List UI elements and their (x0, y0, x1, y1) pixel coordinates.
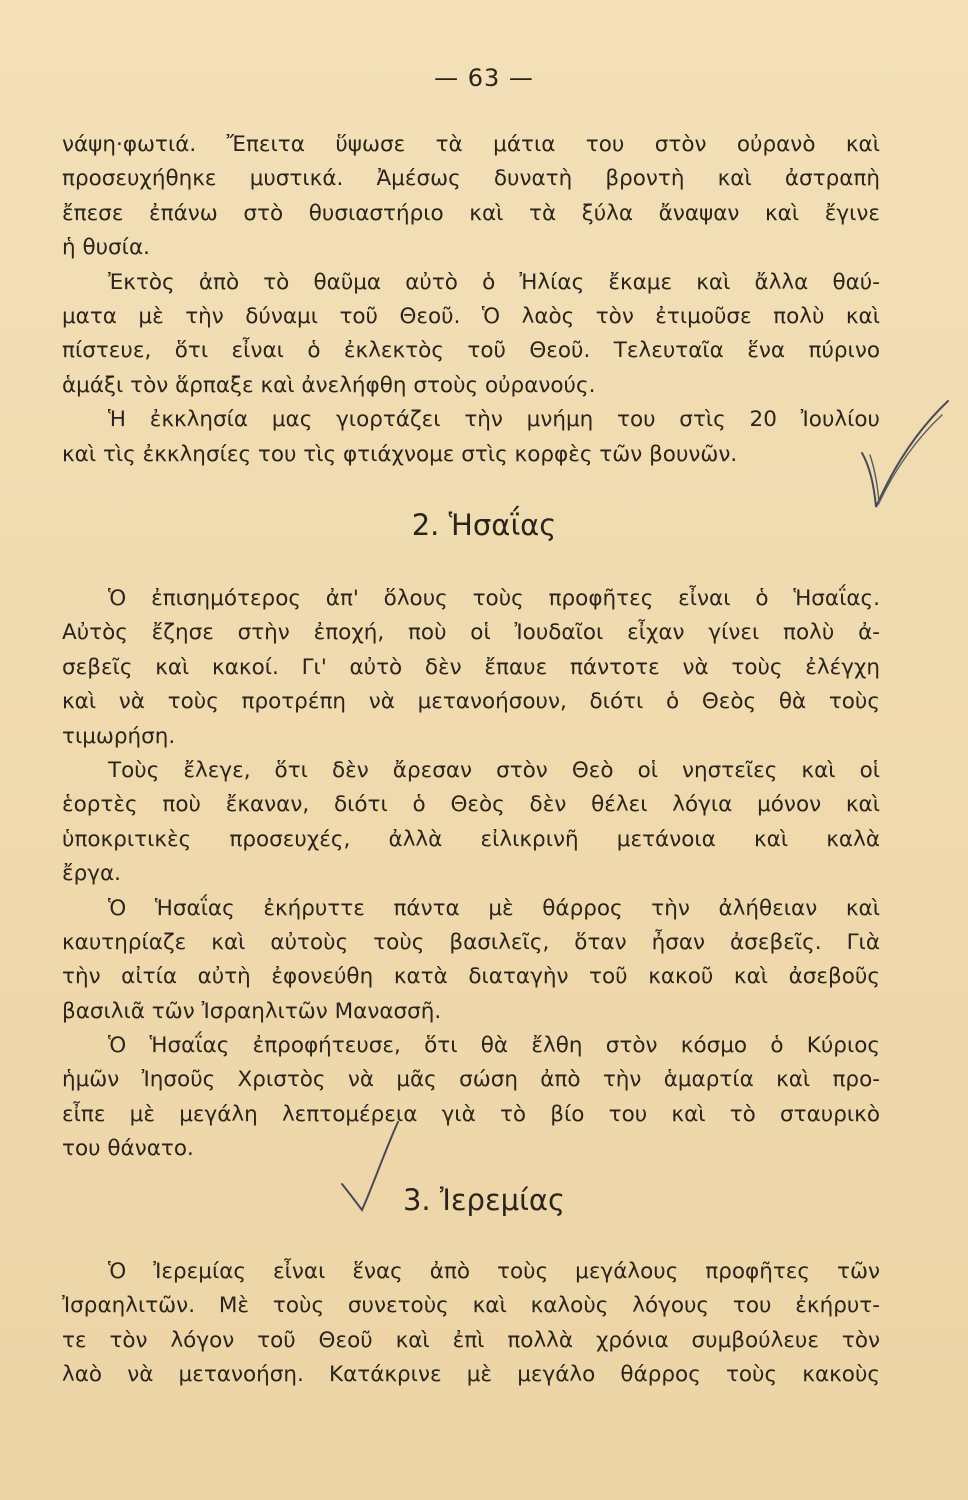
paragraph-block-elias (62, 128, 880, 472)
section-heading-isaiah: 2. Ἡσαΐας (411, 508, 557, 542)
text-line: τιμωρήση. (62, 723, 176, 749)
paragraph-block-jeremiah (62, 1255, 880, 1393)
text-line: ὑποκριτικὲς προσευχές, ἀλλὰ εἰλικρινῆ μετάνοια καὶ καλὰ (62, 826, 880, 852)
text-line: καυτηρίαζε καὶ αὐτοὺς τοὺς βασιλεῖς, ὅταν ἦσαν ἀσεβεῖς. Γιὰ (62, 929, 880, 955)
text-line: Ἐκτὸς ἀπὸ τὸ θαῦμα αὐτὸ ὁ Ἠλίας ἔκαμε καὶ ἄλλα θαύ- (108, 269, 880, 295)
text-line: Ὁ ἐπισημότερος ἀπ' ὅλους τοὺς προφῆτες εἶναι ὁ Ἡσαΐας. (108, 586, 880, 611)
text-line: προσευχήθηκε μυστικά. Ἀμέσως δυνατὴ βροντὴ καὶ ἀστραπὴ (62, 166, 880, 192)
text-line: καὶ νὰ τοὺς προτρέπη νὰ μετανοήσουν, διότι ὁ Θεὸς θὰ τοὺς (62, 689, 880, 715)
text-line: βασιλιᾶ τῶν Ἰσραηλιτῶν Μανασσῆ. (62, 998, 442, 1024)
text-line: καὶ τὶς ἐκκλησίες του τὶς φτιάχνομε στὶς κορφὲς τῶν βουνῶν. (62, 441, 738, 467)
paragraph-block-isaiah (62, 582, 880, 1167)
text-line: ἡμῶν Ἰησοῦς Χριστὸς νὰ μᾶς σώση ἀπὸ τὴν ἁμαρτία καὶ προ- (62, 1067, 880, 1093)
text-line: του θάνατο. (62, 1136, 194, 1162)
text-line: Ἡ ἐκκλησία μας γιορτάζει τὴν μνήμη του στὶς 20 Ἰουλίου (108, 407, 880, 433)
text-line: νάψη·φωτιά. Ἔπειτα ὕψωσε τὰ μάτια του στὸν οὐρανὸ καὶ (62, 132, 880, 157)
pencil-checkmark-icon (338, 1118, 418, 1218)
text-line: ἔπεσε ἐπάνω στὸ θυσιαστήριο καὶ τὰ ξύλα ἄναψαν καὶ ἔγινε (62, 200, 880, 226)
text-line: Τοὺς ἔλεγε, ὅτι δὲν ἄρεσαν στὸν Θεὸ οἱ νηστεῖες καὶ οἱ (108, 757, 880, 783)
page-number: — 63 — (434, 64, 534, 92)
text-line: ἔργα. (62, 861, 121, 887)
section-heading-jeremiah: 3. Ἰερεμίας (402, 1183, 566, 1217)
text-line: Ὁ Ἰερεμίας εἶναι ἕνας ἀπὸ τοὺς μεγάλους προφῆτες τῶν (108, 1259, 880, 1284)
text-line: Ὁ Ἡσαΐας ἐπροφήτευσε, ὅτι θὰ ἔλθη στὸν κόσμο ὁ Κύριος (108, 1033, 880, 1059)
text-line: εἶπε μὲ μεγάλη λεπτομέρεια γιὰ τὸ βίο του καὶ τὸ σταυρικὸ (62, 1101, 880, 1127)
text-line: ματα μὲ τὴν δύναμι τοῦ Θεοῦ. Ὁ λαὸς τὸν ἐτιμοῦσε πολὺ καὶ (62, 303, 880, 329)
text-line: ἑορτὲς ποὺ ἔκαναν, διότι ὁ Θεὸς δὲν θέλει λόγια μόνον καὶ (62, 792, 880, 818)
text-line: λαὸ νὰ μετανοήση. Κατάκρινε μὲ μεγάλο θάρρος τοὺς κακοὺς (62, 1362, 880, 1388)
text-line: ἡ θυσία. (62, 235, 150, 261)
text-line: τε τὸν λόγον τοῦ Θεοῦ καὶ ἐπὶ πολλὰ χρόνια συμβούλευε τὸν (62, 1327, 880, 1353)
text-line: ἁμάξι τὸν ἅρπαξε καὶ ἀνελήφθη στοὺς οὐρανούς. (62, 372, 596, 398)
pencil-checkmark-icon (850, 395, 960, 520)
text-line: Αὐτὸς ἔζησε στὴν ἐποχή, ποὺ οἱ Ἰουδαῖοι εἶχαν γίνει πολὺ ἀ- (62, 620, 880, 646)
text-line: τὴν αἰτία αὐτὴ ἐφονεύθη κατὰ διαταγὴν τοῦ κακοῦ καὶ ἀσεβοῦς (62, 964, 880, 990)
text-line: Ὁ Ἡσαΐας ἐκήρυττε πάντα μὲ θάρρος τὴν ἀλήθειαν καὶ (108, 895, 880, 921)
text-line: πίστευε, ὅτι εἶναι ὁ ἐκλεκτὸς τοῦ Θεοῦ. Τελευταῖα ἕνα πύρινο (62, 338, 880, 364)
text-line: σεβεῖς καὶ κακοί. Γι' αὐτὸ δὲν ἔπαυε πάντοτε νὰ τοὺς ἐλέγχη (62, 654, 880, 680)
text-line: Ἰσραηλιτῶν. Μὲ τοὺς συνετοὺς καὶ καλοὺς λόγους του ἐκήρυτ- (62, 1293, 880, 1319)
